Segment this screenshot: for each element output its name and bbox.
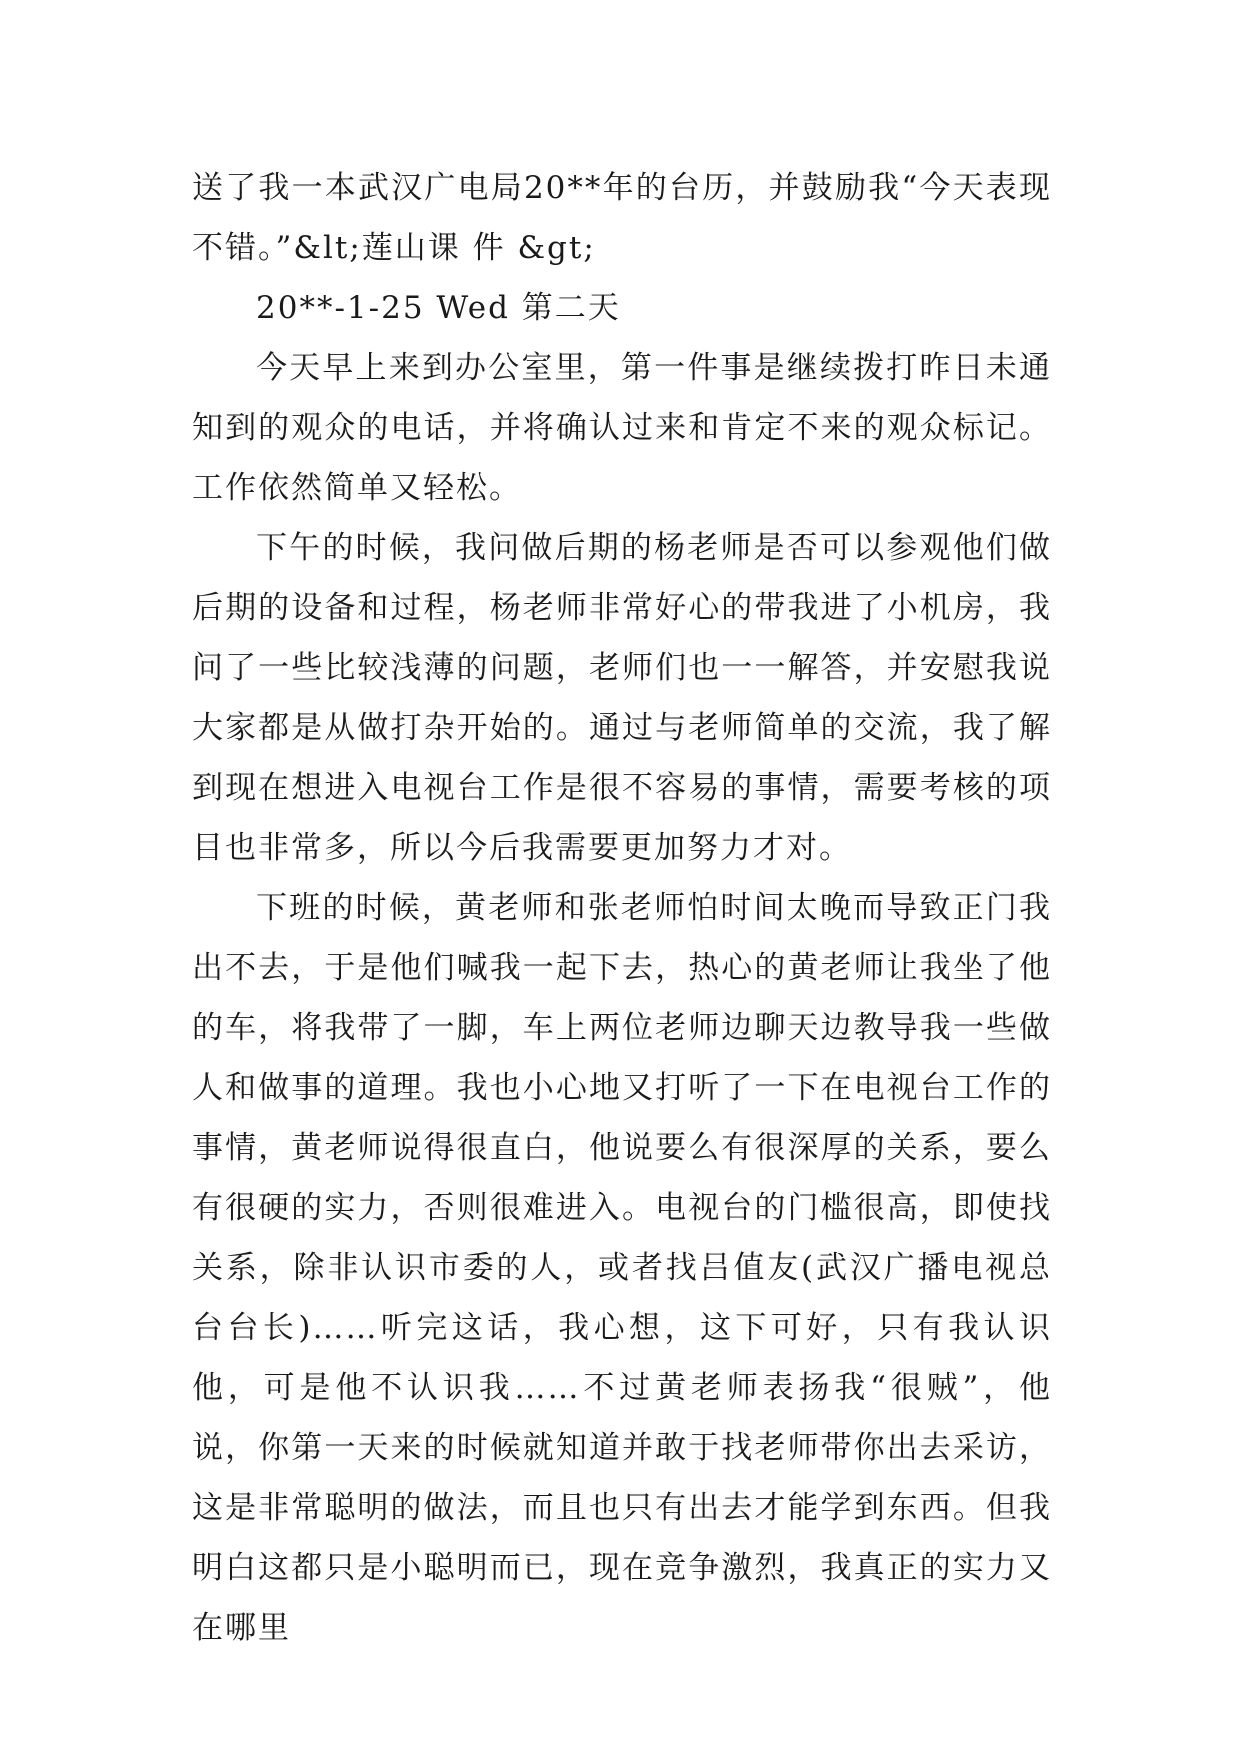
paragraph-3: 下午的时候，我问做后期的杨老师是否可以参观他们做后期的设备和过程，杨老师非常好心的带我进了小机房，我问了一些比较浅薄的问题，老师们也一一解答，并安慰我说大家都是从做打杂开始的。通过与老师简单的交流，我了解到现在想进入电视台工作是很不容易的事情，需要考核的项目也非常多，所以今后我需要更加努力才对。 <box>192 530 1052 866</box>
paragraph-4: 下班的时候，黄老师和张老师怕时间太晚而导致正门我出不去，于是他们喊我一起下去，热心的黄老师让我坐了他的车，将我带了一脚，车上两位老师边聊天边教导我一些做人和做事的道理。我也小心地又打听了一下在电视台工作的事情，黄老师说得很直白，他说要么有很深厚的关系，要么有很硬的实力，否则很难进入。电视台的门槛很高，即使找关系，除非认识市委的人，或者找吕值友(武汉广播电视总台台长)……听完这话，我心想，这下可好，只有我认识他，可是他不认识我……不过黄老师表扬我“很贼”，他说，你第一天来的时候就知道并敢于找老师带你出去采访，这是非常聪明的做法，而且也只有出去才能学到东西。但我明白这都只是小聪明而已，现在竞争激烈，我真正的实力又在哪里 <box>192 890 1052 1646</box>
paragraph-2: 今天早上来到办公室里，第一件事是继续拨打昨日未通知到的观众的电话，并将确认过来和肯定不来的观众标记。工作依然简单又轻松。 <box>192 350 1052 506</box>
document-body <box>192 158 1052 1658</box>
date-heading: 20**-1-25 Wed 第二天 <box>256 290 621 326</box>
paragraph-1: 送了我一本武汉广电局20**年的台历，并鼓励我“今天表现不错。”&lt;莲山课 件 &gt; <box>192 170 1052 266</box>
